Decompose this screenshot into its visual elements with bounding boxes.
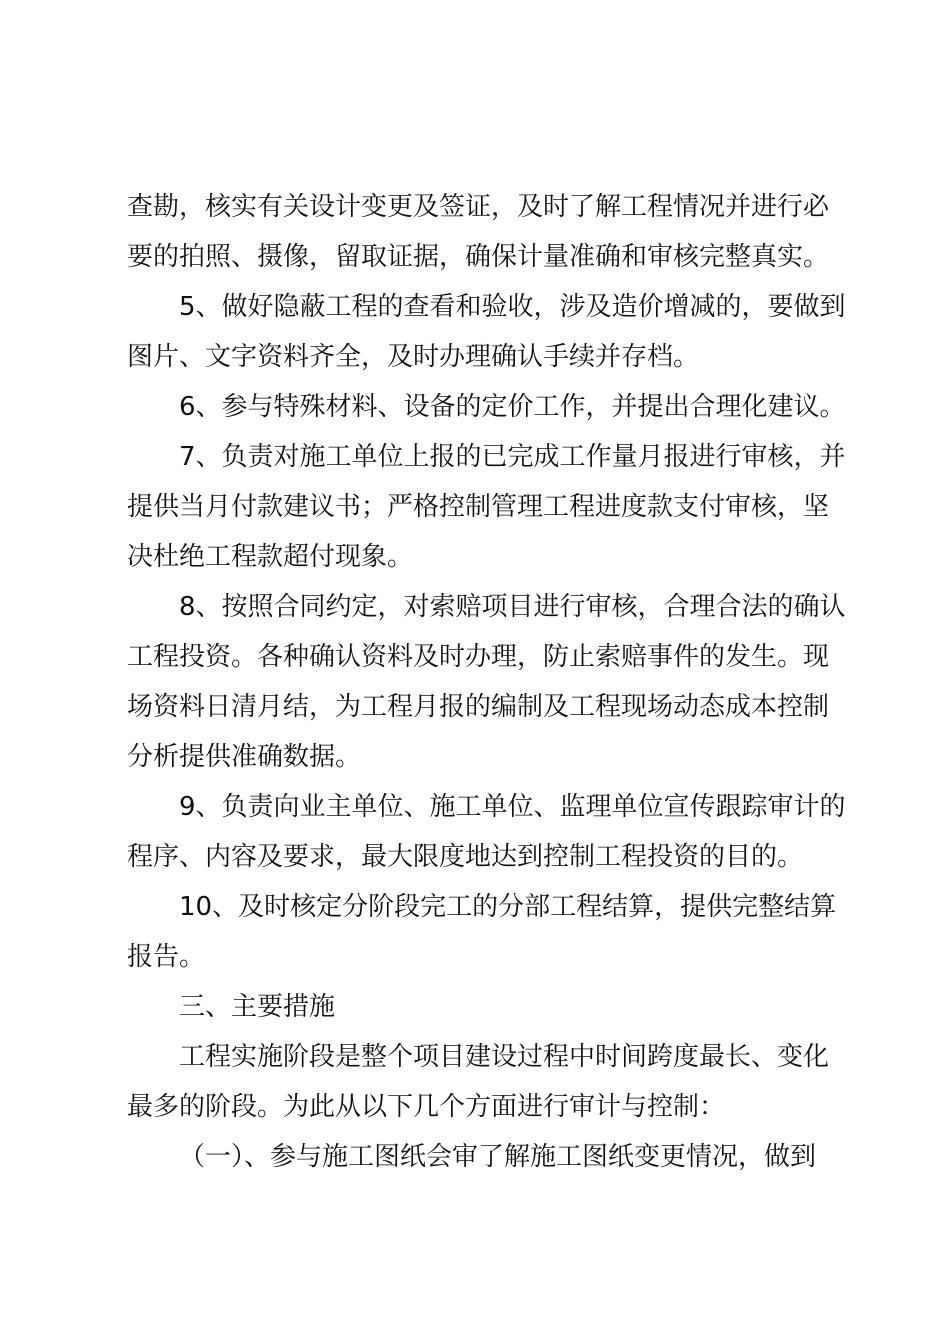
text-line: 7、负责对施工单位上报的已完成工作量月报进行审核，并 bbox=[179, 442, 846, 472]
text-line: 9、负责向业主单位、施工单位、监理单位宣传跟踪审计的 bbox=[179, 792, 846, 822]
text-line: （一）、参与施工图纸会审了解施工图纸变更情况，做到 bbox=[179, 1142, 817, 1172]
text-line: 8、按照合同约定，对索赔项目进行审核，合理合法的确认 bbox=[179, 592, 846, 622]
text-line: 10、及时核定分阶段完工的分部工程结算，提供完整结算 bbox=[179, 892, 837, 922]
text-line: 提供当月付款建议书；严格控制管理工程进度款支付审核，坚 bbox=[127, 492, 830, 522]
text-line: 6、参与特殊材料、设备的定价工作，并提出合理化建议。 bbox=[179, 392, 846, 422]
text-line: 查勘，核实有关设计变更及签证，及时了解工程情况并进行必 bbox=[127, 192, 830, 222]
section-heading: 三、主要措施 bbox=[179, 992, 336, 1022]
text-line: 程序、内容及要求，最大限度地达到控制工程投资的目的。 bbox=[127, 842, 804, 872]
document-body bbox=[127, 182, 846, 1182]
text-line: 最多的阶段。为此从以下几个方面进行审计与控制： bbox=[127, 1092, 726, 1122]
text-line: 决杜绝工程款超付现象。 bbox=[127, 542, 414, 572]
text-line: 场资料日清月结，为工程月报的编制及工程现场动态成本控制 bbox=[127, 692, 830, 722]
text-line: 工程实施阶段是整个项目建设过程中时间跨度最长、变化 bbox=[179, 1042, 830, 1072]
text-line: 图片、文字资料齐全，及时办理确认手续并存档。 bbox=[127, 342, 700, 372]
text-line: 5、做好隐蔽工程的查看和验收，涉及造价增减的，要做到 bbox=[179, 292, 846, 322]
text-line: 报告。 bbox=[127, 942, 206, 972]
text-line: 分析提供准确数据。 bbox=[127, 742, 362, 772]
text-line: 工程投资。各种确认资料及时办理，防止索赔事件的发生。现 bbox=[127, 642, 830, 672]
text-line: 要的拍照、摄像，留取证据，确保计量准确和审核完整真实。 bbox=[127, 242, 830, 272]
